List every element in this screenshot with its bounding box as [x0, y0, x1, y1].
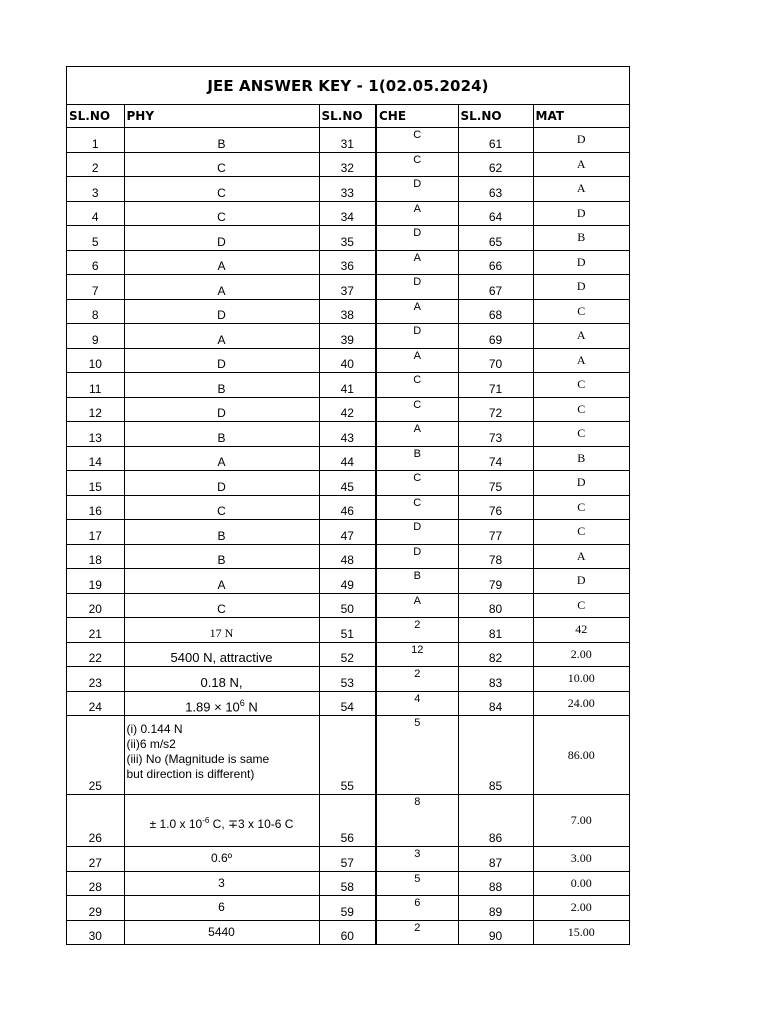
che-slno: 48	[319, 544, 376, 569]
che-slno: 59	[319, 896, 376, 921]
phy-slno: 12	[67, 397, 124, 422]
phy-answer: B	[124, 544, 319, 569]
table-row	[67, 177, 629, 202]
phy-answer: 3	[124, 871, 319, 896]
che-slno: 47	[319, 520, 376, 545]
phy-answer: 0.6º	[124, 847, 319, 872]
mat-answer: C	[533, 593, 629, 618]
che-answer: D	[376, 177, 458, 202]
mat-slno: 72	[458, 397, 533, 422]
phy-slno: 15	[67, 471, 124, 496]
mat-slno: 73	[458, 422, 533, 447]
che-slno: 54	[319, 691, 376, 716]
phy-slno: 30	[67, 920, 124, 944]
phy-answer	[124, 691, 319, 716]
table-row	[67, 667, 629, 692]
che-slno: 52	[319, 642, 376, 667]
phy-answer: 6	[124, 896, 319, 921]
sheet-title: JEE ANSWER KEY - 1(02.05.2024)	[67, 67, 629, 105]
table-row	[67, 152, 629, 177]
che-answer: B	[376, 569, 458, 594]
che-answer: D	[376, 275, 458, 300]
che-slno: 58	[319, 871, 376, 896]
phy-answer-line: (iii) No (Magnitude is same	[126, 752, 270, 766]
che-answer: C	[376, 397, 458, 422]
che-slno: 56	[319, 795, 376, 847]
che-slno: 36	[319, 250, 376, 275]
phy-slno: 26	[67, 795, 124, 847]
mat-slno: 71	[458, 373, 533, 398]
mat-answer: A	[533, 544, 629, 569]
che-answer: A	[376, 201, 458, 226]
phy-answer: D	[124, 299, 319, 324]
mat-answer: 10.00	[533, 667, 629, 692]
mat-answer: 24.00	[533, 691, 629, 716]
mat-slno: 63	[458, 177, 533, 202]
che-slno: 32	[319, 152, 376, 177]
phy-answer: B	[124, 128, 319, 153]
phy-answer-exponent: -6	[202, 815, 210, 825]
header-slno-che: SL.NO	[319, 105, 376, 128]
table-row	[67, 495, 629, 520]
mat-slno: 83	[458, 667, 533, 692]
mat-answer: C	[533, 495, 629, 520]
phy-answer-main: 1.89 × 10	[185, 699, 240, 714]
che-answer: C	[376, 128, 458, 153]
phy-slno: 23	[67, 667, 124, 692]
table-row	[67, 128, 629, 153]
table-row	[67, 795, 629, 847]
table-row	[67, 920, 629, 944]
phy-slno: 25	[67, 716, 124, 795]
phy-answer: D	[124, 397, 319, 422]
header-phy: PHY	[124, 105, 319, 128]
mat-slno: 80	[458, 593, 533, 618]
che-answer: C	[376, 373, 458, 398]
phy-slno: 17	[67, 520, 124, 545]
che-slno: 41	[319, 373, 376, 398]
che-slno: 45	[319, 471, 376, 496]
mat-answer: D	[533, 201, 629, 226]
che-answer: 6	[376, 896, 458, 921]
phy-slno: 8	[67, 299, 124, 324]
che-answer: D	[376, 226, 458, 251]
che-slno: 43	[319, 422, 376, 447]
phy-answer: B	[124, 520, 319, 545]
mat-answer: 2.00	[533, 896, 629, 921]
mat-slno: 76	[458, 495, 533, 520]
mat-slno: 84	[458, 691, 533, 716]
phy-slno: 9	[67, 324, 124, 349]
table-row	[67, 520, 629, 545]
phy-answer	[124, 795, 319, 847]
mat-slno: 87	[458, 847, 533, 872]
table-row	[67, 471, 629, 496]
phy-answer-line: but direction is different)	[126, 767, 255, 781]
table-row	[67, 299, 629, 324]
che-slno: 42	[319, 397, 376, 422]
table-row	[67, 642, 629, 667]
phy-slno: 13	[67, 422, 124, 447]
mat-answer: D	[533, 128, 629, 153]
che-slno: 55	[319, 716, 376, 795]
mat-answer: 15.00	[533, 920, 629, 944]
table-row	[67, 691, 629, 716]
header-slno-mat: SL.NO	[458, 105, 533, 128]
table-row	[67, 226, 629, 251]
phy-answer: 0.18 N,	[124, 667, 319, 692]
mat-slno: 86	[458, 795, 533, 847]
table-row	[67, 544, 629, 569]
phy-slno: 21	[67, 618, 124, 643]
mat-answer: A	[533, 152, 629, 177]
mat-answer: D	[533, 569, 629, 594]
header-row	[67, 105, 629, 128]
mat-slno: 62	[458, 152, 533, 177]
che-answer: 2	[376, 618, 458, 643]
che-answer: C	[376, 471, 458, 496]
che-slno: 44	[319, 446, 376, 471]
phy-answer: C	[124, 593, 319, 618]
che-answer: 2	[376, 667, 458, 692]
che-answer: C	[376, 152, 458, 177]
mat-answer: C	[533, 373, 629, 398]
che-slno: 40	[319, 348, 376, 373]
phy-slno: 11	[67, 373, 124, 398]
mat-answer: A	[533, 324, 629, 349]
answer-table	[67, 105, 629, 944]
phy-answer: B	[124, 422, 319, 447]
phy-answer: C	[124, 201, 319, 226]
mat-answer: 2.00	[533, 642, 629, 667]
table-row	[67, 446, 629, 471]
mat-answer: A	[533, 348, 629, 373]
mat-answer: B	[533, 226, 629, 251]
che-answer: A	[376, 422, 458, 447]
mat-slno: 77	[458, 520, 533, 545]
che-answer: 5	[376, 871, 458, 896]
phy-slno: 16	[67, 495, 124, 520]
che-answer: D	[376, 324, 458, 349]
che-answer: 4	[376, 691, 458, 716]
mat-slno: 89	[458, 896, 533, 921]
table-row	[67, 201, 629, 226]
phy-answer	[124, 716, 319, 795]
mat-answer: D	[533, 471, 629, 496]
che-slno: 33	[319, 177, 376, 202]
table-row	[67, 896, 629, 921]
che-slno: 60	[319, 920, 376, 944]
phy-slno: 7	[67, 275, 124, 300]
answer-rows	[67, 128, 629, 945]
phy-slno: 27	[67, 847, 124, 872]
mat-slno: 74	[458, 446, 533, 471]
che-slno: 34	[319, 201, 376, 226]
phy-answer-line: (i) 0.144 N	[126, 722, 183, 736]
mat-answer: C	[533, 422, 629, 447]
mat-slno: 70	[458, 348, 533, 373]
che-answer: D	[376, 520, 458, 545]
header-mat: MAT	[533, 105, 629, 128]
phy-answer: 5440	[124, 920, 319, 944]
mat-slno: 75	[458, 471, 533, 496]
che-slno: 31	[319, 128, 376, 153]
mat-answer: 86.00	[533, 716, 629, 795]
phy-answer: D	[124, 226, 319, 251]
phy-answer: C	[124, 495, 319, 520]
phy-answer-rest: C, ∓3 x 10-6 C	[209, 816, 294, 831]
che-slno: 51	[319, 618, 376, 643]
che-slno: 53	[319, 667, 376, 692]
che-answer: B	[376, 446, 458, 471]
mat-slno: 68	[458, 299, 533, 324]
mat-slno: 90	[458, 920, 533, 944]
mat-answer: 0.00	[533, 871, 629, 896]
phy-slno: 14	[67, 446, 124, 471]
che-answer: 12	[376, 642, 458, 667]
table-row	[67, 569, 629, 594]
phy-answer: D	[124, 471, 319, 496]
phy-answer-main: ± 1.0 x 10	[149, 816, 203, 831]
table-row	[67, 275, 629, 300]
table-row	[67, 847, 629, 872]
phy-answer: A	[124, 250, 319, 275]
phy-answer-line: (ii)6 m/s2	[126, 737, 176, 751]
answer-key-sheet	[66, 66, 630, 945]
mat-slno: 66	[458, 250, 533, 275]
mat-slno: 65	[458, 226, 533, 251]
che-answer: A	[376, 348, 458, 373]
mat-slno: 64	[458, 201, 533, 226]
phy-slno: 1	[67, 128, 124, 153]
table-row	[67, 593, 629, 618]
phy-answer: A	[124, 324, 319, 349]
phy-slno: 24	[67, 691, 124, 716]
table-row	[67, 250, 629, 275]
che-answer: C	[376, 495, 458, 520]
che-slno: 38	[319, 299, 376, 324]
mat-answer: C	[533, 397, 629, 422]
phy-answer: A	[124, 275, 319, 300]
phy-answer: A	[124, 446, 319, 471]
mat-slno: 67	[458, 275, 533, 300]
che-answer: D	[376, 544, 458, 569]
table-row	[67, 348, 629, 373]
phy-slno: 2	[67, 152, 124, 177]
mat-answer: D	[533, 250, 629, 275]
phy-answer: 5400 N, attractive	[124, 642, 319, 667]
table-row	[67, 422, 629, 447]
mat-slno: 82	[458, 642, 533, 667]
mat-slno: 79	[458, 569, 533, 594]
phy-slno: 4	[67, 201, 124, 226]
che-answer: A	[376, 250, 458, 275]
table-row	[67, 618, 629, 643]
che-answer: 8	[376, 795, 458, 847]
mat-slno: 69	[458, 324, 533, 349]
phy-answer: A	[124, 569, 319, 594]
phy-answer-exponent: 6	[239, 697, 245, 708]
phy-slno: 29	[67, 896, 124, 921]
phy-slno: 18	[67, 544, 124, 569]
che-slno: 39	[319, 324, 376, 349]
che-answer: 2	[376, 920, 458, 944]
phy-slno: 22	[67, 642, 124, 667]
phy-answer: C	[124, 152, 319, 177]
table-row	[67, 373, 629, 398]
mat-answer: 7.00	[533, 795, 629, 847]
phy-slno: 20	[67, 593, 124, 618]
mat-slno: 85	[458, 716, 533, 795]
che-slno: 57	[319, 847, 376, 872]
che-slno: 46	[319, 495, 376, 520]
mat-answer: C	[533, 520, 629, 545]
phy-slno: 19	[67, 569, 124, 594]
mat-answer: 42	[533, 618, 629, 643]
che-answer: 3	[376, 847, 458, 872]
phy-answer: C	[124, 177, 319, 202]
mat-answer: B	[533, 446, 629, 471]
mat-answer: 3.00	[533, 847, 629, 872]
che-answer: 5	[376, 716, 458, 795]
mat-answer: A	[533, 177, 629, 202]
phy-answer-unit: N	[244, 699, 258, 714]
phy-slno: 10	[67, 348, 124, 373]
che-slno: 50	[319, 593, 376, 618]
phy-answer: B	[124, 373, 319, 398]
table-row	[67, 716, 629, 795]
mat-slno: 81	[458, 618, 533, 643]
mat-answer: C	[533, 299, 629, 324]
header-slno-phy: SL.NO	[67, 105, 124, 128]
phy-slno: 5	[67, 226, 124, 251]
table-row	[67, 871, 629, 896]
che-slno: 49	[319, 569, 376, 594]
mat-slno: 61	[458, 128, 533, 153]
che-answer: A	[376, 593, 458, 618]
phy-answer: 17 N	[124, 618, 319, 643]
mat-slno: 88	[458, 871, 533, 896]
header-che: CHE	[376, 105, 458, 128]
table-row	[67, 397, 629, 422]
table-row	[67, 324, 629, 349]
phy-slno: 3	[67, 177, 124, 202]
phy-slno: 28	[67, 871, 124, 896]
phy-answer: D	[124, 348, 319, 373]
mat-answer: D	[533, 275, 629, 300]
che-slno: 37	[319, 275, 376, 300]
che-answer: A	[376, 299, 458, 324]
phy-slno: 6	[67, 250, 124, 275]
mat-slno: 78	[458, 544, 533, 569]
che-slno: 35	[319, 226, 376, 251]
